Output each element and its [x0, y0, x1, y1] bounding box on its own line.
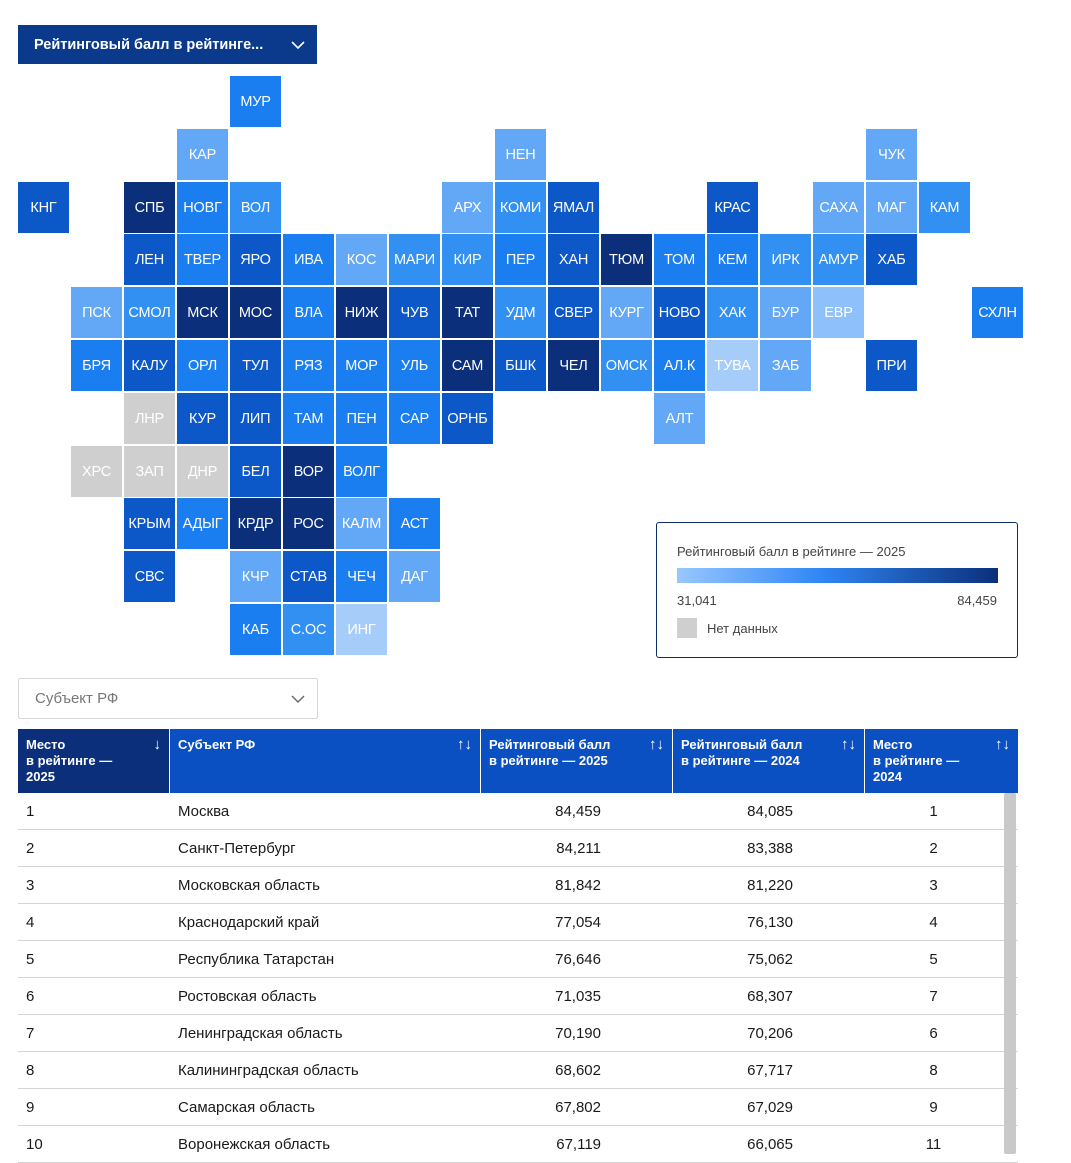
region-tile[interactable]: ХАН: [548, 234, 599, 285]
sort-toggle-icon[interactable]: ↑↓: [649, 736, 664, 753]
region-tile[interactable]: КРДР: [230, 498, 281, 549]
region-tile[interactable]: МАГ: [866, 182, 917, 233]
table-row[interactable]: [18, 1089, 1018, 1126]
cell-region-name: Московская область: [178, 876, 320, 894]
region-tile[interactable]: КУРГ: [601, 287, 652, 338]
table-row[interactable]: [18, 867, 1018, 904]
region-tile[interactable]: УЛЬ: [389, 340, 440, 391]
region-filter-placeholder: Субъект РФ: [35, 690, 119, 707]
region-tile[interactable]: ВОР: [283, 446, 334, 497]
sort-toggle-icon[interactable]: ↑↓: [457, 736, 472, 753]
cell-rank-2025: 10: [26, 1135, 43, 1153]
cell-score-2024: 70,206: [747, 1024, 793, 1042]
region-tile[interactable]: ОМСК: [601, 340, 652, 391]
header-line: Место: [873, 737, 913, 752]
region-tile[interactable]: ИРК: [760, 234, 811, 285]
cell-score-2024: 76,130: [747, 913, 793, 931]
region-tile[interactable]: АДЫГ: [177, 498, 228, 549]
region-tile[interactable]: ТВЕР: [177, 234, 228, 285]
cell-rank-2024: 9: [929, 1098, 938, 1116]
region-tile[interactable]: МОС: [230, 287, 281, 338]
cell-score-2025: 68,602: [555, 1061, 601, 1079]
table-body: [18, 793, 1018, 1163]
region-tile[interactable]: СВС: [124, 551, 175, 602]
region-tile[interactable]: АМУР: [813, 234, 864, 285]
region-tile[interactable]: ЯМАЛ: [548, 182, 599, 233]
cell-rank-2024: 3: [929, 876, 938, 894]
region-tile[interactable]: ТУВА: [707, 340, 758, 391]
region-tile[interactable]: ЧУВ: [389, 287, 440, 338]
cell-rank-2024: 2: [929, 839, 938, 857]
header-line: Рейтинговый балл: [489, 737, 611, 752]
region-tile[interactable]: МОР: [336, 340, 387, 391]
column-header-rank-2025[interactable]: [18, 729, 170, 793]
header-line: в рейтинге — 2024: [681, 753, 800, 768]
cell-rank-2025: 9: [26, 1098, 35, 1116]
region-tile[interactable]: ВЛА: [283, 287, 334, 338]
legend-max-value: 84,459: [957, 593, 997, 608]
chevron-down-icon: [291, 692, 305, 706]
cell-score-2025: 71,035: [555, 987, 601, 1005]
header-line: в рейтинге — 2025: [489, 753, 608, 768]
region-tile[interactable]: ЕВР: [813, 287, 864, 338]
table-scrollbar[interactable]: [1004, 793, 1016, 1154]
header-line: 2024: [873, 769, 902, 784]
region-tile[interactable]: ПСК: [71, 287, 122, 338]
region-tile[interactable]: ТАТ: [442, 287, 493, 338]
table-row[interactable]: [18, 793, 1018, 830]
region-tile[interactable]: САР: [389, 393, 440, 444]
table-row[interactable]: [18, 941, 1018, 978]
column-header-score-2025[interactable]: [481, 729, 673, 793]
column-header-score-2024[interactable]: [673, 729, 865, 793]
cell-region-name: Ленинградская область: [178, 1024, 343, 1042]
sort-toggle-icon[interactable]: ↑↓: [995, 736, 1010, 753]
sort-toggle-icon[interactable]: ↑↓: [841, 736, 856, 753]
header-line: в рейтинге —: [26, 753, 113, 768]
cell-rank-2025: 7: [26, 1024, 35, 1042]
cell-rank-2024: 8: [929, 1061, 938, 1079]
region-tile[interactable]: СХЛН: [972, 287, 1023, 338]
cell-rank-2024: 4: [929, 913, 938, 931]
region-tile[interactable]: МУР: [230, 76, 281, 127]
cell-region-name: Санкт-Петербург: [178, 839, 296, 857]
header-line: Рейтинговый балл: [681, 737, 803, 752]
region-tile[interactable]: СВЕР: [548, 287, 599, 338]
region-tile[interactable]: ОРЛ: [177, 340, 228, 391]
region-tile[interactable]: БРЯ: [71, 340, 122, 391]
region-tile[interactable]: ЛЕН: [124, 234, 175, 285]
cell-rank-2025: 3: [26, 876, 35, 894]
region-tile[interactable]: ЗАП: [124, 446, 175, 497]
legend-no-data-label: Нет данных: [707, 621, 778, 636]
cell-score-2025: 84,459: [555, 802, 601, 820]
cell-rank-2024: 5: [929, 950, 938, 968]
region-tile[interactable]: ТОМ: [654, 234, 705, 285]
region-tile[interactable]: СМОЛ: [124, 287, 175, 338]
cell-region-name: Москва: [178, 802, 230, 820]
region-tile[interactable]: ХРС: [71, 446, 122, 497]
region-tile[interactable]: НИЖ: [336, 287, 387, 338]
cell-region-name: Калининградская область: [178, 1061, 359, 1079]
region-tile[interactable]: БШК: [495, 340, 546, 391]
region-tile[interactable]: СТАВ: [283, 551, 334, 602]
cell-region-name: Ростовская область: [178, 987, 317, 1005]
cell-region-name: Республика Татарстан: [178, 950, 335, 968]
region-tile[interactable]: КНГ: [18, 182, 69, 233]
region-tile[interactable]: ПЕН: [336, 393, 387, 444]
sort-descending-icon[interactable]: ↓: [153, 736, 161, 753]
cell-score-2025: 70,190: [555, 1024, 601, 1042]
region-tile[interactable]: КАБ: [230, 604, 281, 655]
region-tile[interactable]: КЧР: [230, 551, 281, 602]
region-tile[interactable]: КИР: [442, 234, 493, 285]
region-tile[interactable]: ВОЛ: [230, 182, 281, 233]
region-tile[interactable]: АСТ: [389, 498, 440, 549]
cell-score-2025: 76,646: [555, 950, 601, 968]
legend-title: Рейтинговый балл в рейтинге — 2025: [677, 544, 906, 559]
region-tile[interactable]: ЛНР: [124, 393, 175, 444]
region-tile[interactable]: ПЕР: [495, 234, 546, 285]
region-tile[interactable]: ПРИ: [866, 340, 917, 391]
region-tile[interactable]: ЧЕЛ: [548, 340, 599, 391]
map-legend: [656, 522, 1018, 658]
cell-score-2025: 81,842: [555, 876, 601, 894]
table-row[interactable]: [18, 830, 1018, 867]
cell-score-2024: 81,220: [747, 876, 793, 894]
region-tile[interactable]: НОВО: [654, 287, 705, 338]
table-row[interactable]: [18, 1126, 1018, 1163]
region-tile[interactable]: САХА: [813, 182, 864, 233]
region-tile[interactable]: РЯЗ: [283, 340, 334, 391]
cell-rank-2025: 1: [26, 802, 35, 820]
header-line: Субъект РФ: [178, 737, 256, 752]
metric-dropdown-label: Рейтинговый балл в рейтинге...: [34, 36, 264, 53]
cell-rank-2025: 2: [26, 839, 35, 857]
region-tile[interactable]: ЧЕЧ: [336, 551, 387, 602]
header-line: 2025: [26, 769, 55, 784]
region-tile[interactable]: МАРИ: [389, 234, 440, 285]
cell-score-2024: 67,717: [747, 1061, 793, 1079]
region-tile[interactable]: ИВА: [283, 234, 334, 285]
region-tile[interactable]: ИНГ: [336, 604, 387, 655]
region-tile[interactable]: ОРНБ: [442, 393, 493, 444]
cell-score-2024: 83,388: [747, 839, 793, 857]
region-tile[interactable]: БУР: [760, 287, 811, 338]
header-line: Место: [26, 737, 66, 752]
table-row[interactable]: [18, 1052, 1018, 1089]
region-tile[interactable]: РОС: [283, 498, 334, 549]
cell-rank-2024: 11: [925, 1135, 942, 1153]
table-row[interactable]: [18, 1015, 1018, 1052]
region-tile[interactable]: КАМ: [919, 182, 970, 233]
region-tile[interactable]: КАЛМ: [336, 498, 387, 549]
cell-rank-2025: 4: [26, 913, 35, 931]
region-tile[interactable]: АЛТ: [654, 393, 705, 444]
region-tile[interactable]: ДАГ: [389, 551, 440, 602]
rating-table: [18, 729, 1018, 1163]
cell-region-name: Воронежская область: [178, 1135, 331, 1153]
region-tile[interactable]: КЕМ: [707, 234, 758, 285]
region-tile[interactable]: КРЫМ: [124, 498, 175, 549]
table-row[interactable]: [18, 904, 1018, 941]
region-tile[interactable]: ЯРО: [230, 234, 281, 285]
region-tile[interactable]: ТУЛ: [230, 340, 281, 391]
cell-rank-2025: 8: [26, 1061, 35, 1079]
region-tile[interactable]: КОС: [336, 234, 387, 285]
cell-rank-2024: 7: [929, 987, 938, 1005]
cell-score-2025: 67,119: [556, 1135, 601, 1153]
column-header-rank-2024[interactable]: [865, 729, 1018, 793]
cell-region-name: Краснодарский край: [178, 913, 320, 931]
cell-score-2024: 66,065: [747, 1135, 793, 1153]
region-tile[interactable]: ТАМ: [283, 393, 334, 444]
cell-score-2024: 68,307: [747, 987, 793, 1005]
region-tile[interactable]: ЛИП: [230, 393, 281, 444]
legend-no-data-swatch: [677, 618, 697, 638]
region-tile[interactable]: ЗАБ: [760, 340, 811, 391]
cell-score-2025: 67,802: [555, 1098, 601, 1116]
region-tile[interactable]: АРХ: [442, 182, 493, 233]
region-filter-dropdown[interactable]: [18, 678, 318, 719]
cell-rank-2025: 5: [26, 950, 35, 968]
region-tile[interactable]: С.ОС: [283, 604, 334, 655]
metric-dropdown[interactable]: [18, 25, 317, 64]
cell-rank-2024: 6: [929, 1024, 938, 1042]
region-tile[interactable]: ЧУК: [866, 129, 917, 180]
legend-color-scale: [677, 568, 998, 583]
cell-score-2024: 84,085: [747, 802, 793, 820]
region-tile[interactable]: БЕЛ: [230, 446, 281, 497]
table-row[interactable]: [18, 978, 1018, 1015]
region-tile[interactable]: КОМИ: [495, 182, 546, 233]
cell-rank-2024: 1: [929, 802, 938, 820]
cell-score-2024: 67,029: [747, 1098, 793, 1116]
column-header-region[interactable]: [170, 729, 481, 793]
region-tile[interactable]: УДМ: [495, 287, 546, 338]
cell-score-2024: 75,062: [747, 950, 793, 968]
legend-min-value: 31,041: [677, 593, 717, 608]
region-tile[interactable]: САМ: [442, 340, 493, 391]
region-tile[interactable]: КАР: [177, 129, 228, 180]
region-tile[interactable]: ВОЛГ: [336, 446, 387, 497]
region-tile[interactable]: НОВГ: [177, 182, 228, 233]
region-tile[interactable]: МСК: [177, 287, 228, 338]
cell-rank-2025: 6: [26, 987, 35, 1005]
table-header: [18, 729, 1018, 793]
cell-score-2025: 84,211: [556, 839, 601, 857]
region-tile[interactable]: НЕН: [495, 129, 546, 180]
region-tile[interactable]: ТЮМ: [601, 234, 652, 285]
region-tile[interactable]: ХАБ: [866, 234, 917, 285]
chevron-down-icon: [291, 38, 305, 52]
region-tile[interactable]: КУР: [177, 393, 228, 444]
cell-score-2025: 77,054: [555, 913, 601, 931]
header-line: в рейтинге —: [873, 753, 960, 768]
region-tile[interactable]: СПБ: [124, 182, 175, 233]
region-tile[interactable]: КАЛУ: [124, 340, 175, 391]
region-tile[interactable]: ДНР: [177, 446, 228, 497]
cell-region-name: Самарская область: [178, 1098, 315, 1116]
region-tile[interactable]: АЛ.К: [654, 340, 705, 391]
region-tile[interactable]: КРАС: [707, 182, 758, 233]
region-tile[interactable]: ХАК: [707, 287, 758, 338]
